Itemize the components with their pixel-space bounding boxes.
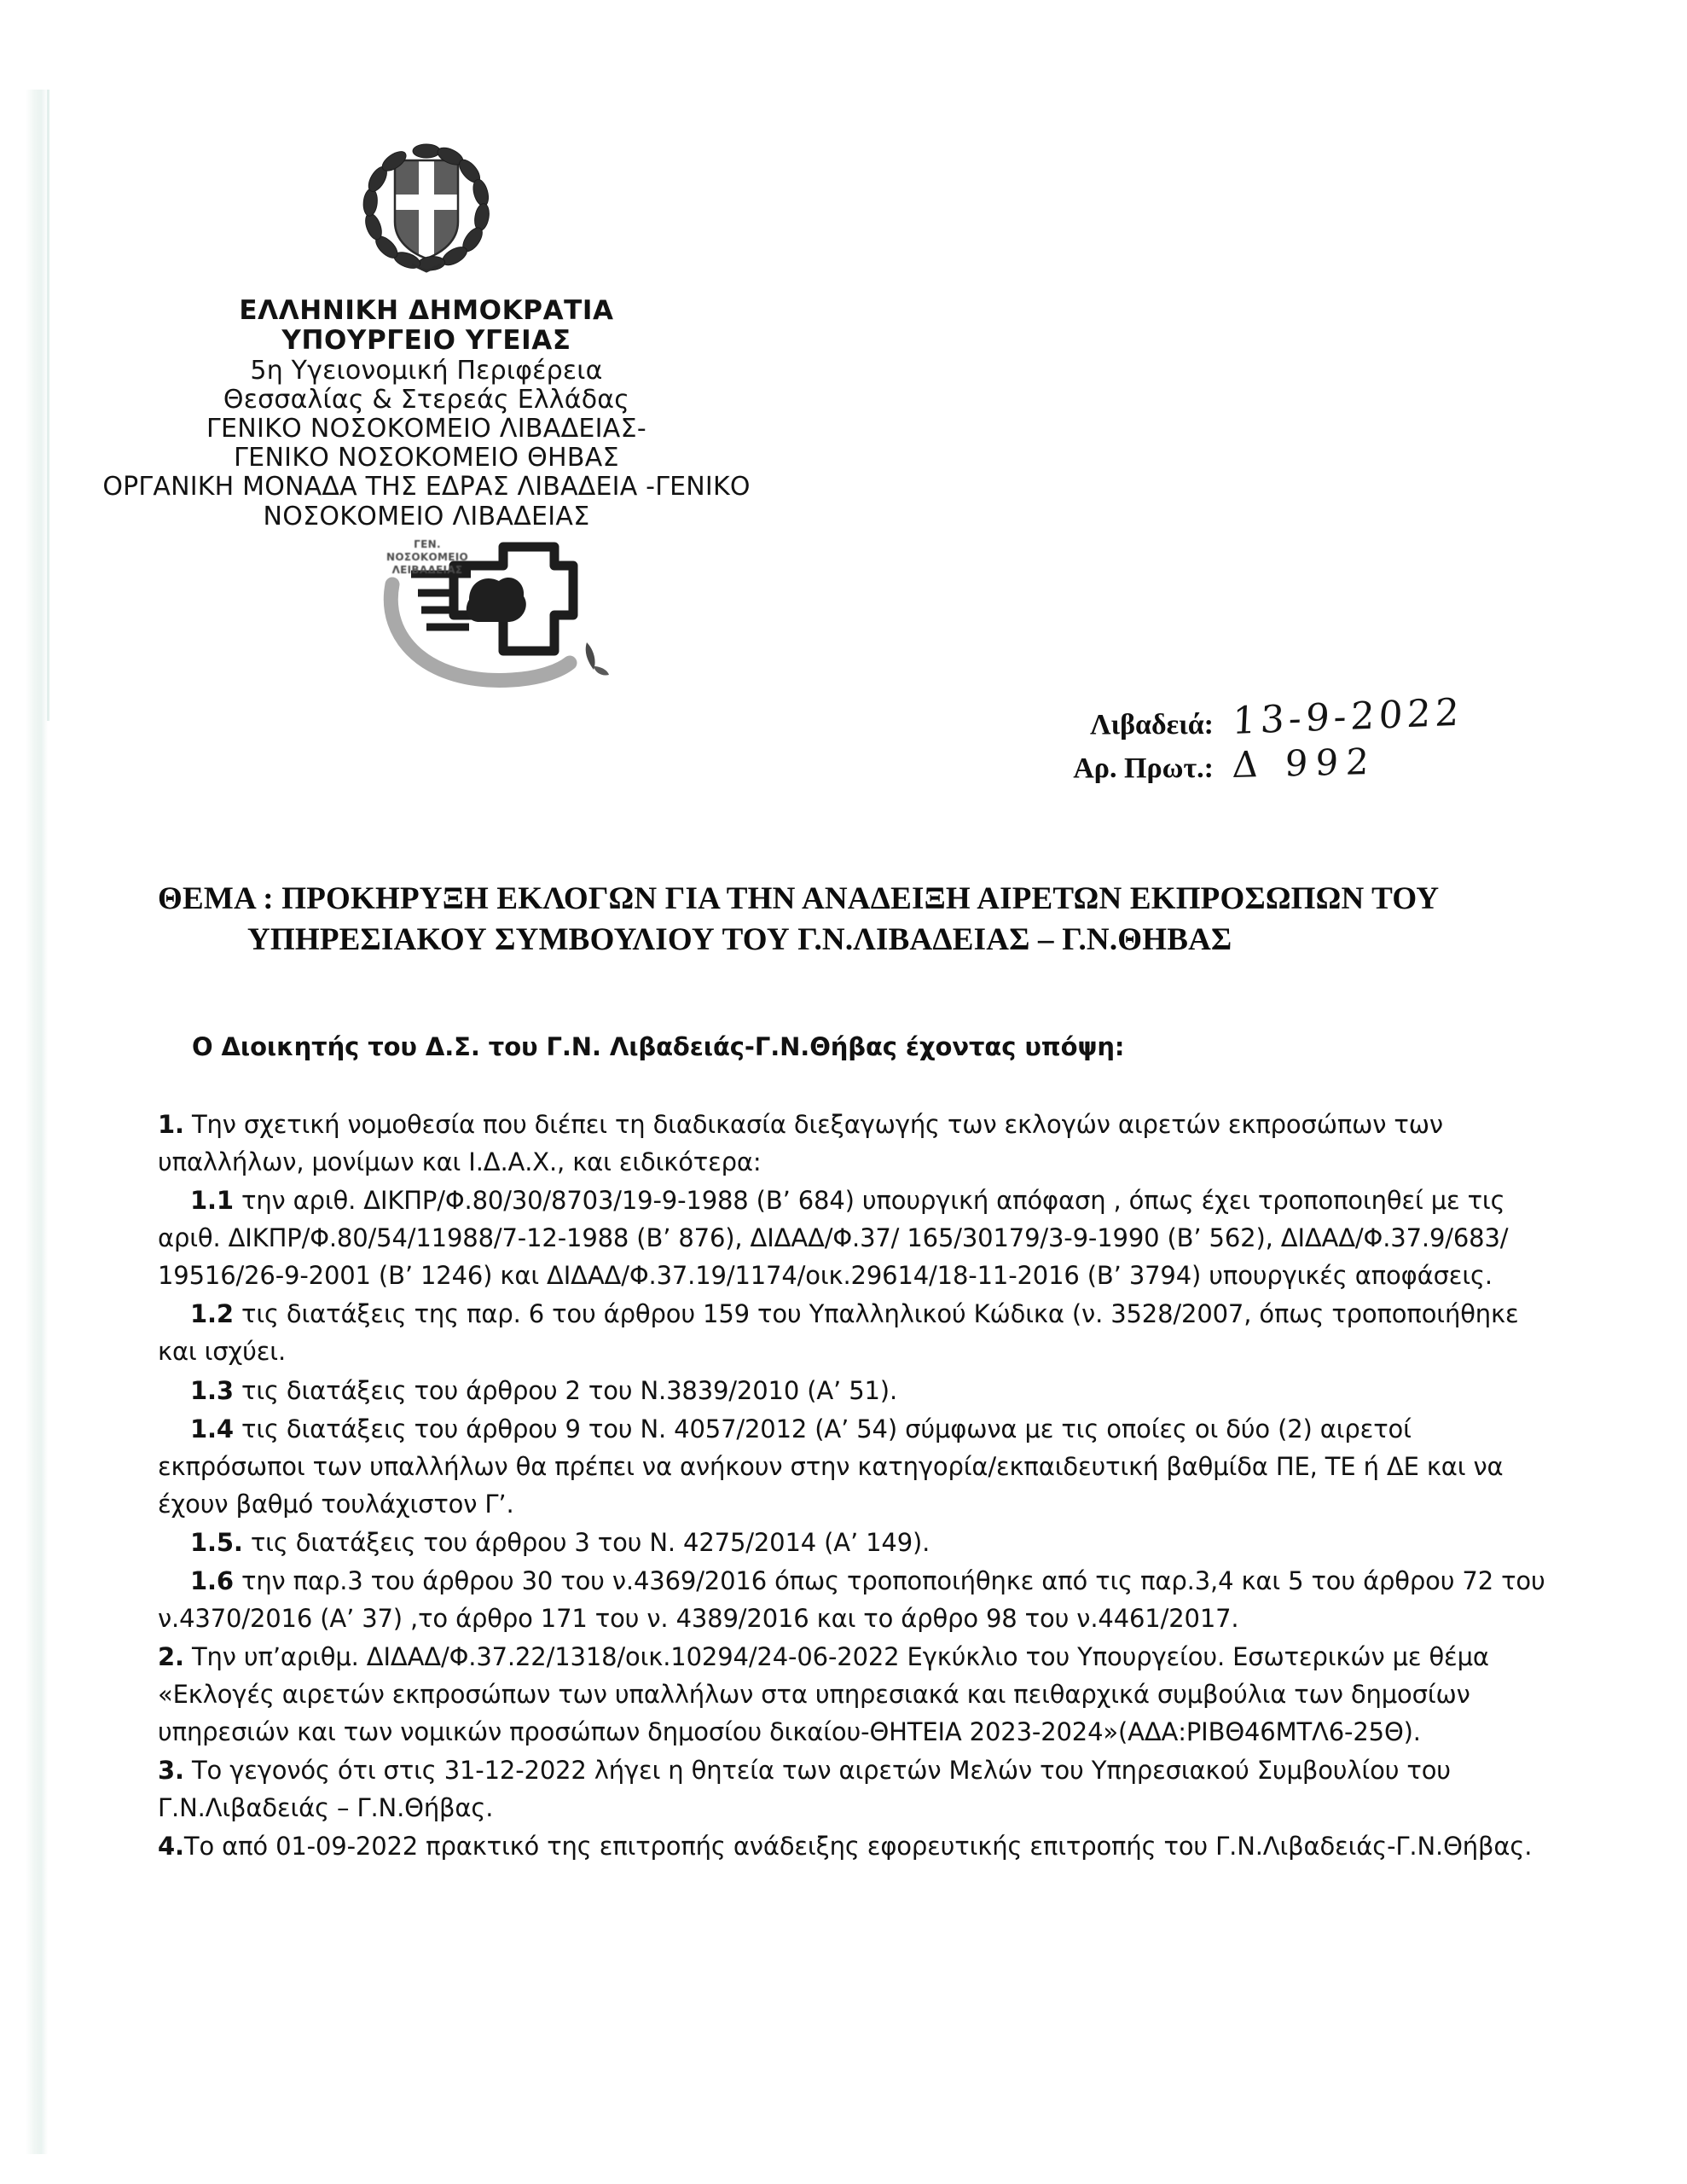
paragraph-number: 1.1 <box>190 1186 234 1216</box>
body-paragraph <box>158 1182 1565 1294</box>
body-paragraph <box>158 1372 1565 1409</box>
body-paragraph <box>158 1751 1565 1827</box>
paragraph-text: Το από 01-09-2022 πρακτικό της επιτροπής ανάδειξης εφορευτικής επιτροπής του Γ.Ν.Λιβαδειάς-Γ.Ν.Θήβας. <box>183 1832 1533 1862</box>
letterhead-line-6: ΓΕΝΙΚΟ ΝΟΣΟΚΟΜΕΙΟ ΘΗΒΑΣ <box>234 443 619 473</box>
hospital-logo-caption-line1: ΓΕΝ. ΝΟΣΟΚΟΜΕΙΟ <box>386 538 468 563</box>
paragraph-text: τις διατάξεις της παρ. 6 του άρθρου 159 του Υπαλληλικού Κώδικα (ν. 3528/2007, όπως τροποποιήθηκε και ισχύει. <box>158 1299 1519 1367</box>
paragraph-number: 1.3 <box>190 1375 234 1405</box>
protocol-value: Δ 992 <box>1231 740 1377 787</box>
paragraph-text: Το γεγονός ότι στις 31-12-2022 λήγει η θητεία των αιρετών Μελών του Υπηρεσιακού Συμβουλίου του Γ.Ν.Λιβαδειάς – Γ.Ν.Θήβας. <box>158 1756 1451 1823</box>
body-paragraph <box>158 1295 1565 1370</box>
greek-coat-of-arms-icon <box>345 128 507 286</box>
letterhead-line-5: ΓΕΝΙΚΟ ΝΟΣΟΚΟΜΕΙΟ ΛΙΒΑΔΕΙΑΣ- <box>206 414 647 444</box>
paragraph-number: 1. <box>158 1110 184 1139</box>
paragraph-number: 4. <box>158 1832 184 1862</box>
letterhead-line-7: ΟΡΓΑΝΙΚΗ ΜΟΝΑΔΑ ΤΗΣ ΕΔΡΑΣ ΛΙΒΑΔΕΙΑ -ΓΕΝΙΚΟ <box>102 472 751 502</box>
letterhead-line-3: 5η Υγειονομική Περιφέρεια <box>250 355 603 386</box>
paragraph-text: την αριθ. ΔΙΚΠΡ/Φ.80/30/8703/19-9-1988 (Β’ 684) υπουργική απόφαση , όπως έχει τροποποιηθεί με τις αριθ. ΔΙΚΠΡ/Φ.80/54/11988/7-12-1988 (Β’ 876), ΔΙΔΑΔ/Φ.37/ 165/30179/3-9-1990 (Β’ 562), ΔΙΔΑΔ/Φ.37.9/683/ 19516/26-9-2001 (Β’ 1246) και ΔΙΔΑΔ/Φ.37.19/1174/οικ.29614/18-11-2016 (Β’ 3794) υπουργικές αποφάσεις. <box>158 1186 1509 1291</box>
letterhead-line-8: ΝΟΣΟΚΟΜΕΙΟ ΛΙΒΑΔΕΙΑΣ <box>263 501 590 531</box>
subject-line-2: ΥΠΗΡΕΣΙΑΚΟΥ ΣΥΜΒΟΥΛΙΟΥ ΤΟΥ Γ.Ν.ΛΙΒΑΔΕΙΑΣ – Γ.Ν.ΘΗΒΑΣ <box>247 922 1232 958</box>
date-protocol-block <box>1070 690 1464 788</box>
paragraph-text: την παρ.3 του άρθρου 30 του ν.4369/2016 όπως τροποποιήθηκε από τις παρ.3,4 και 5 του άρθρου 72 του ν.4370/2016 (Α’ 37) ,το άρθρο 171 του ν. 4389/2016 και το άρθρο 98 του ν.4461/2017. <box>158 1565 1545 1634</box>
city-date-value: 13-9-2022 <box>1231 690 1464 744</box>
body-paragraph <box>158 1106 1565 1181</box>
subject-title <box>158 879 1539 961</box>
letterhead-line-4: Θεσσαλίας & Στερεάς Ελλάδας <box>223 384 630 415</box>
body-paragraph <box>158 1638 1565 1751</box>
paragraph-number: 1.2 <box>190 1299 234 1329</box>
body-paragraph <box>158 1524 1565 1561</box>
protocol-label: Αρ. Πρωτ.: <box>1073 752 1214 784</box>
body-paragraph <box>158 1827 1565 1865</box>
paragraph-number: 1.4 <box>190 1414 234 1443</box>
body-paragraph <box>158 1410 1565 1523</box>
paragraph-list <box>158 1106 1565 1866</box>
paragraph-number: 1.6 <box>190 1565 234 1595</box>
paragraph-number: 3. <box>158 1756 184 1786</box>
paragraph-text: τις διατάξεις του άρθρου 9 του Ν. 4057/2012 (Α’ 54) σύμφωνα με τις οποίες οι δύο (2) αιρετοί εκπρόσωποι των υπαλλήλων θα πρέπει να ανήκουν στην κατηγορία/εκπαιδευτική βαθμίδα ΠΕ, ΤΕ ή ΔΕ και να έχουν βαθμό τουλάχιστον Γ’. <box>158 1414 1504 1519</box>
document-body <box>158 1032 1565 1867</box>
paragraph-text: Την υπ’αριθμ. ΔΙΔΑΔ/Φ.37.22/1318/οικ.10294/24-06-2022 Εγκύκλιο του Υπουργείου. Εσωτερικών με θέμα «Εκλογές αιρετών εκπροσώπων των υπαλλήλων στα υπηρεσιακά και πειθαρχικά συμβούλια των δημοσίων υπηρεσιών και των νομικών προσώπων δημοσίου δικαίου-ΘΗΤΕΙΑ 2023-2024»(ΑΔΑ:ΡΙΒΘ46ΜΤΛ6-25Θ). <box>158 1642 1489 1747</box>
protocol-row <box>1070 740 1464 788</box>
city-date-label: Λιβαδειά: <box>1090 709 1214 741</box>
letterhead-line-2: ΥΠΟΥΡΓΕΙΟ ΥΓΕΙΑΣ <box>281 325 571 357</box>
paragraph-text: τις διατάξεις του άρθρου 3 του Ν. 4275/2014 (Α’ 149). <box>242 1527 930 1557</box>
hospital-logo-caption <box>372 538 483 577</box>
hospital-logo <box>341 533 657 691</box>
date-row <box>1070 690 1464 744</box>
letterhead <box>0 128 853 531</box>
paragraph-text: τις διατάξεις του άρθρου 2 του Ν.3839/2010 (Α’ 51). <box>233 1375 898 1405</box>
paragraph-number: 2. <box>158 1642 184 1672</box>
body-paragraph <box>158 1562 1565 1637</box>
paragraph-text: Την σχετική νομοθεσία που διέπει τη διαδικασία διεξαγωγής των εκλογών αιρετών εκπροσώπων των υπαλλήλων, μονίμων και Ι.Δ.Α.Χ., και ειδικότερα: <box>158 1110 1443 1177</box>
intro-line: Ο Διοικητής του Δ.Σ. του Γ.Ν. Λιβαδειάς-Γ.Ν.Θήβας έχοντας υπόψη: <box>192 1032 1125 1061</box>
subject-line-1: ΘΕΜΑ : ΠΡΟΚΗΡΥΞΗ ΕΚΛΟΓΩΝ ΓΙΑ ΤΗΝ ΑΝΑΔΕΙΞΗ ΑΙΡΕΤΩΝ ΕΚΠΡΟΣΩΠΩΝ ΤΟΥ <box>158 881 1440 916</box>
hospital-logo-caption-line2: ΛΕΙΒΑΔΕΙΑΣ <box>391 564 463 576</box>
paragraph-number: 1.5. <box>190 1527 243 1557</box>
letterhead-line-1: ΕΛΛΗΝΙΚΗ ΔΗΜΟΚΡΑΤΙΑ <box>239 295 614 326</box>
